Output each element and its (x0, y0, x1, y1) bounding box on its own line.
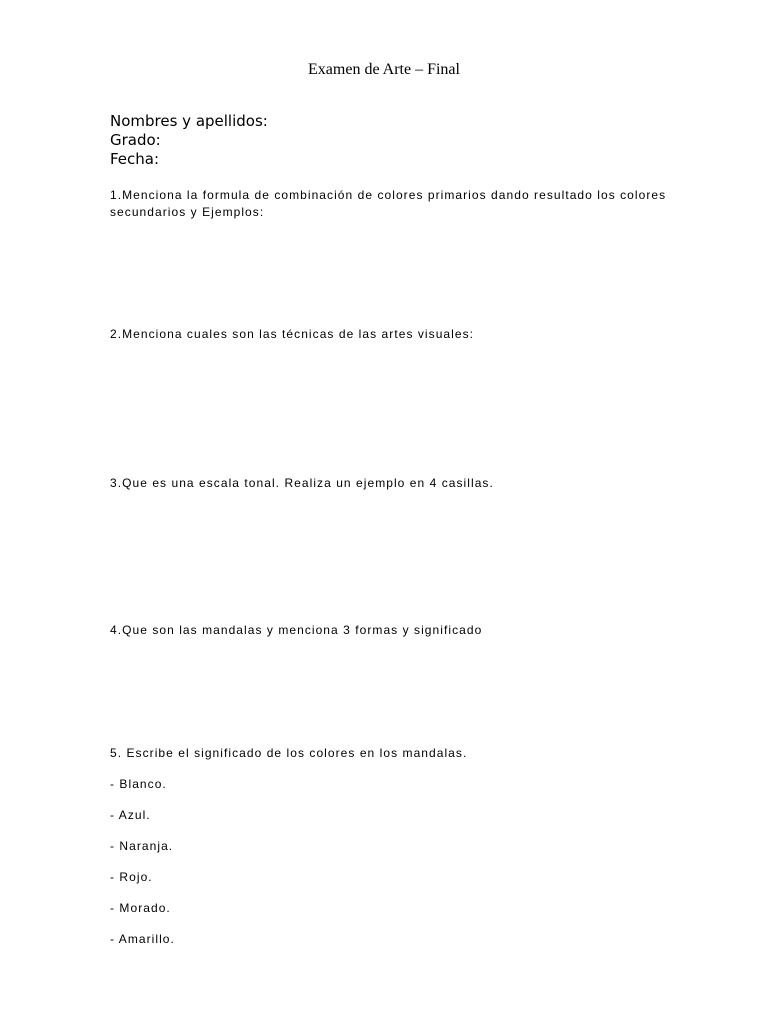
question-1: 1.Menciona la formula de combinación de colores primarios dando resultado los colores secundarios y Ejemplos: (110, 188, 667, 219)
field-date-label: Fecha: (110, 150, 160, 168)
color-option-naranja: - Naranja. (110, 839, 174, 853)
page-title: Examen de Arte – Final (308, 61, 460, 78)
color-option-morado: - Morado. (110, 901, 171, 915)
question-3: 3.Que es una escala tonal. Realiza un ejemplo en 4 casillas. (110, 476, 494, 490)
field-name-label: Nombres y apellidos: (110, 112, 268, 130)
color-option-azul: - Azul. (110, 808, 151, 822)
question-2: 2.Menciona cuales son las técnicas de las artes visuales: (110, 327, 475, 341)
color-option-rojo: - Rojo. (110, 870, 153, 884)
field-grade-label: Grado: (110, 131, 161, 149)
color-option-amarillo: - Amarillo. (110, 932, 175, 946)
question-4: 4.Que son las mandalas y menciona 3 formas y significado (110, 623, 483, 637)
color-option-blanco: - Blanco. (110, 777, 167, 791)
question-5: 5. Escribe el significado de los colores en los mandalas. (110, 746, 468, 760)
student-info-fields (110, 112, 268, 169)
